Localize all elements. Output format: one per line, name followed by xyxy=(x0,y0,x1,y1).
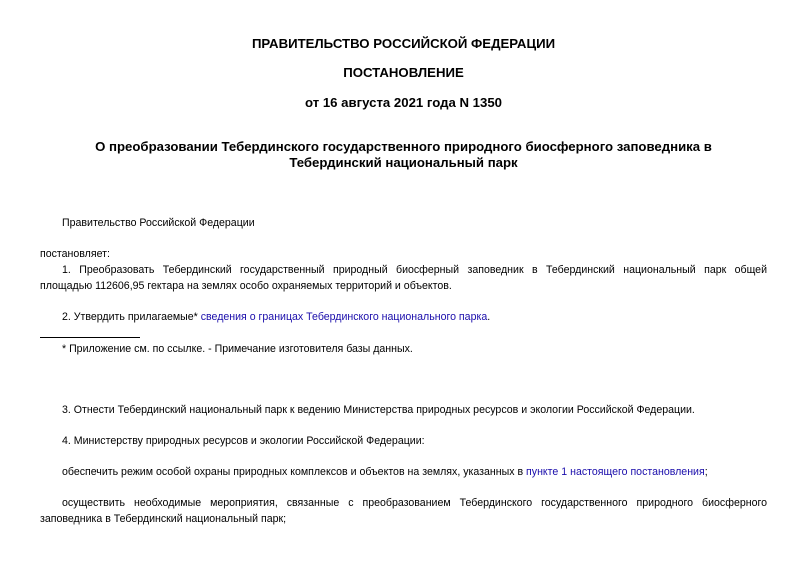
document-title-line-2: Тебердинский национальный парк xyxy=(289,155,518,170)
item-1-line-1: 1. Преобразовать Тебердинский государственный природный биосферный заповедник в Тебердинский национальный парк общей xyxy=(62,264,767,276)
item-2-paragraph xyxy=(62,309,490,325)
item-4b-line-1: осуществить необходимые мероприятия, связанные с преобразованием Тебердинского государственного природного биосферного xyxy=(62,497,767,509)
date-number-heading: от 16 августа 2021 года N 1350 xyxy=(304,95,502,110)
document-title-line-1: О преобразовании Тебердинского государственного природного биосферного заповедника в xyxy=(95,139,712,154)
item-2-prefix: 2. Утвердить прилагаемые* xyxy=(62,311,198,323)
item-1-line-2: площадью 112606,95 гектара на землях особо охраняемых территорий и объектов. xyxy=(40,280,452,292)
borders-info-link[interactable]: сведения о границах Тебердинского национального парка xyxy=(200,311,488,323)
item-4a-paragraph xyxy=(62,464,708,480)
document-type-heading: ПОСТАНОВЛЕНИЕ xyxy=(343,65,464,80)
footnote-text: * Приложение см. по ссылке. - Примечание изготовителя базы данных. xyxy=(62,343,413,355)
footnote-divider xyxy=(40,337,140,338)
point-1-link[interactable]: пункте 1 настоящего постановления xyxy=(526,466,705,478)
government-heading: ПРАВИТЕЛЬСТВО РОССИЙСКОЙ ФЕДЕРАЦИИ xyxy=(251,36,556,51)
item-2-suffix: . xyxy=(487,311,491,323)
item-4a-prefix: обеспечить режим особой охраны природных комплексов и объектов на землях, указанных в xyxy=(62,466,524,478)
item-4a-suffix: ; xyxy=(704,466,708,478)
decrees-paragraph: постановляет: xyxy=(40,248,110,260)
item-3-paragraph: 3. Отнести Тебердинский национальный парк к ведению Министерства природных ресурсов и экологии Российской Федерации. xyxy=(62,404,695,416)
item-4b-line-2: заповедника в Тебердинский национальный парк; xyxy=(40,513,287,525)
intro-paragraph: Правительство Российской Федерации xyxy=(62,217,255,229)
item-4-paragraph: 4. Министерству природных ресурсов и экологии Российской Федерации: xyxy=(62,435,425,447)
